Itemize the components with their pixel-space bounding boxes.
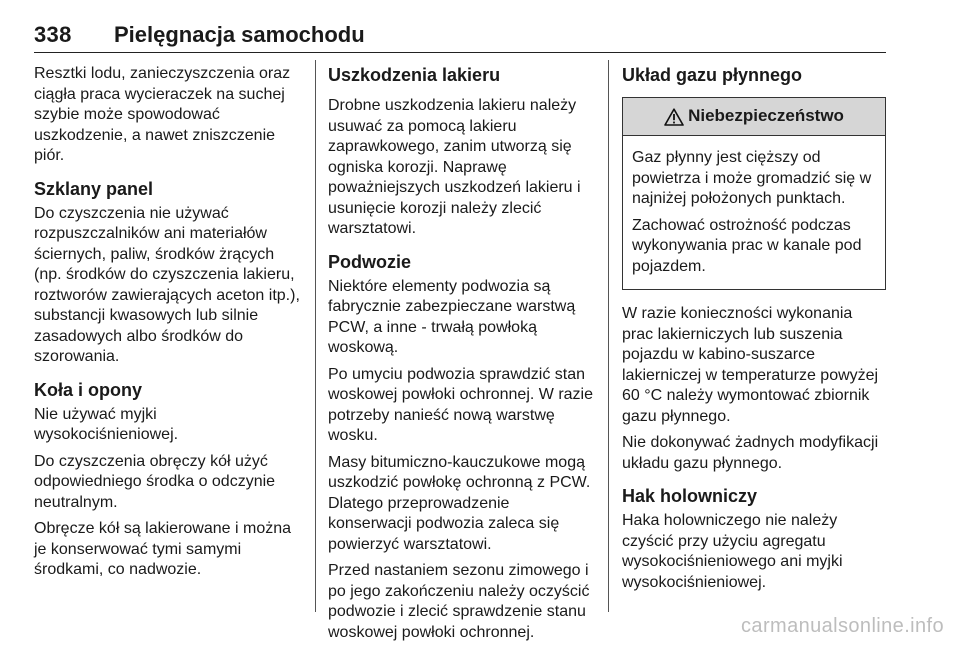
danger-box-body bbox=[623, 136, 885, 289]
section-heading-tow-hook: Hak holowniczy bbox=[622, 486, 758, 506]
page-header bbox=[34, 8, 886, 53]
column-divider bbox=[608, 60, 609, 612]
paragraph: Obręcze kół są lakierowane i można je konserwować tymi samymi środkami, co nadwozie. bbox=[34, 520, 292, 578]
column-divider bbox=[315, 60, 316, 612]
paragraph: Niektóre elementy podwozia są fabrycznie zabezpieczane warstwą PCW, a inne - trwałą powłoką woskową. bbox=[328, 277, 576, 356]
paragraph: Przed nastaniem sezonu zimowego i po jego zakończeniu należy oczyścić podwozie i zlecić sprawdzenie stanu woskowej powłoki ochronnej. bbox=[328, 562, 590, 641]
paragraph: Nie dokonywać żadnych modyfikacji układu gazu płynnego. bbox=[622, 434, 879, 472]
paragraph: Drobne uszkodzenia lakieru należy usuwać za pomocą lakieru zaprawkowego, zanim utworzą się ogniska korozji. Naprawę poważniejszych uszkodzeń lakieru i usunięcie korozji należy zlecić warsztatowi. bbox=[328, 97, 581, 237]
danger-label: Niebezpieczeństwo bbox=[688, 106, 844, 126]
intro-paragraph: Resztki lodu, zanieczyszczenia oraz ciągła praca wycieraczek na suchej szybie może spowodować uszkodzenie, a nawet zniszczenie piór. bbox=[34, 65, 291, 164]
paragraph: Zachować ostrożność podczas wykonywania prac w kanale pod pojazdem. bbox=[632, 216, 862, 275]
danger-box-header bbox=[623, 98, 885, 136]
column-middle bbox=[328, 64, 594, 649]
paragraph: Masy bitumiczno-kauczukowe mogą uszkodzić powłokę ochronną z PCW. Dlatego przeprowadzenie konserwacji podwozia zaleca się powierzyć warsztatowi. bbox=[328, 453, 591, 553]
paragraph: Do czyszczenia obręczy kół użyć odpowiedniego środka o odczynie neutralnym. bbox=[34, 452, 276, 511]
section-heading-glass-panel: Szklany panel bbox=[34, 178, 154, 199]
section-heading-paint-damage: Uszkodzenia lakieru bbox=[328, 65, 501, 85]
section-heading-wheels-tyres: Koła i opony bbox=[34, 379, 142, 400]
paragraph: Gaz płynny jest cięższy od powietrza i może gromadzić się w najniżej położonych punktach. bbox=[632, 149, 872, 207]
paragraph: Nie używać myjki wysokociśnieniowej. bbox=[34, 405, 179, 443]
danger-box bbox=[622, 97, 886, 290]
column-left bbox=[34, 64, 302, 587]
paragraph: Do czyszczenia nie używać rozpuszczalników ani materiałów ściernych, paliw, środków żrących (np. środków do czyszczenia lakieru, roztworów zawierających aceton itp.), substancji kwasowych lub silnie zasadowych albo środków do szorowania. bbox=[34, 204, 300, 365]
page-number: 338 bbox=[34, 22, 72, 47]
paragraph: Haka holowniczego nie należy czyścić przy użyciu agregatu wysokociśnieniowego ani myjki wysokociśnieniowej. bbox=[622, 512, 843, 591]
section-heading-underbody: Podwozie bbox=[328, 251, 412, 272]
paragraph: Po umyciu podwozia sprawdzić stan woskowej powłoki ochronnej. W razie potrzeby nanieść nową warstwę wosku. bbox=[328, 365, 593, 444]
watermark: carmanualsonline.info bbox=[741, 615, 944, 637]
page-title: Pielęgnacja samochodu bbox=[114, 22, 365, 47]
warning-triangle-icon bbox=[664, 108, 684, 126]
section-heading-lpg-system: Układ gazu płynnego bbox=[622, 65, 803, 85]
paragraph: W razie konieczności wykonania prac lakierniczych lub suszenia pojazdu w kabino-suszarce lakierniczej w temperaturze powyżej 60 °C należy wymontować zbiornik gazu płynnego. bbox=[622, 305, 879, 425]
column-right bbox=[622, 64, 886, 599]
